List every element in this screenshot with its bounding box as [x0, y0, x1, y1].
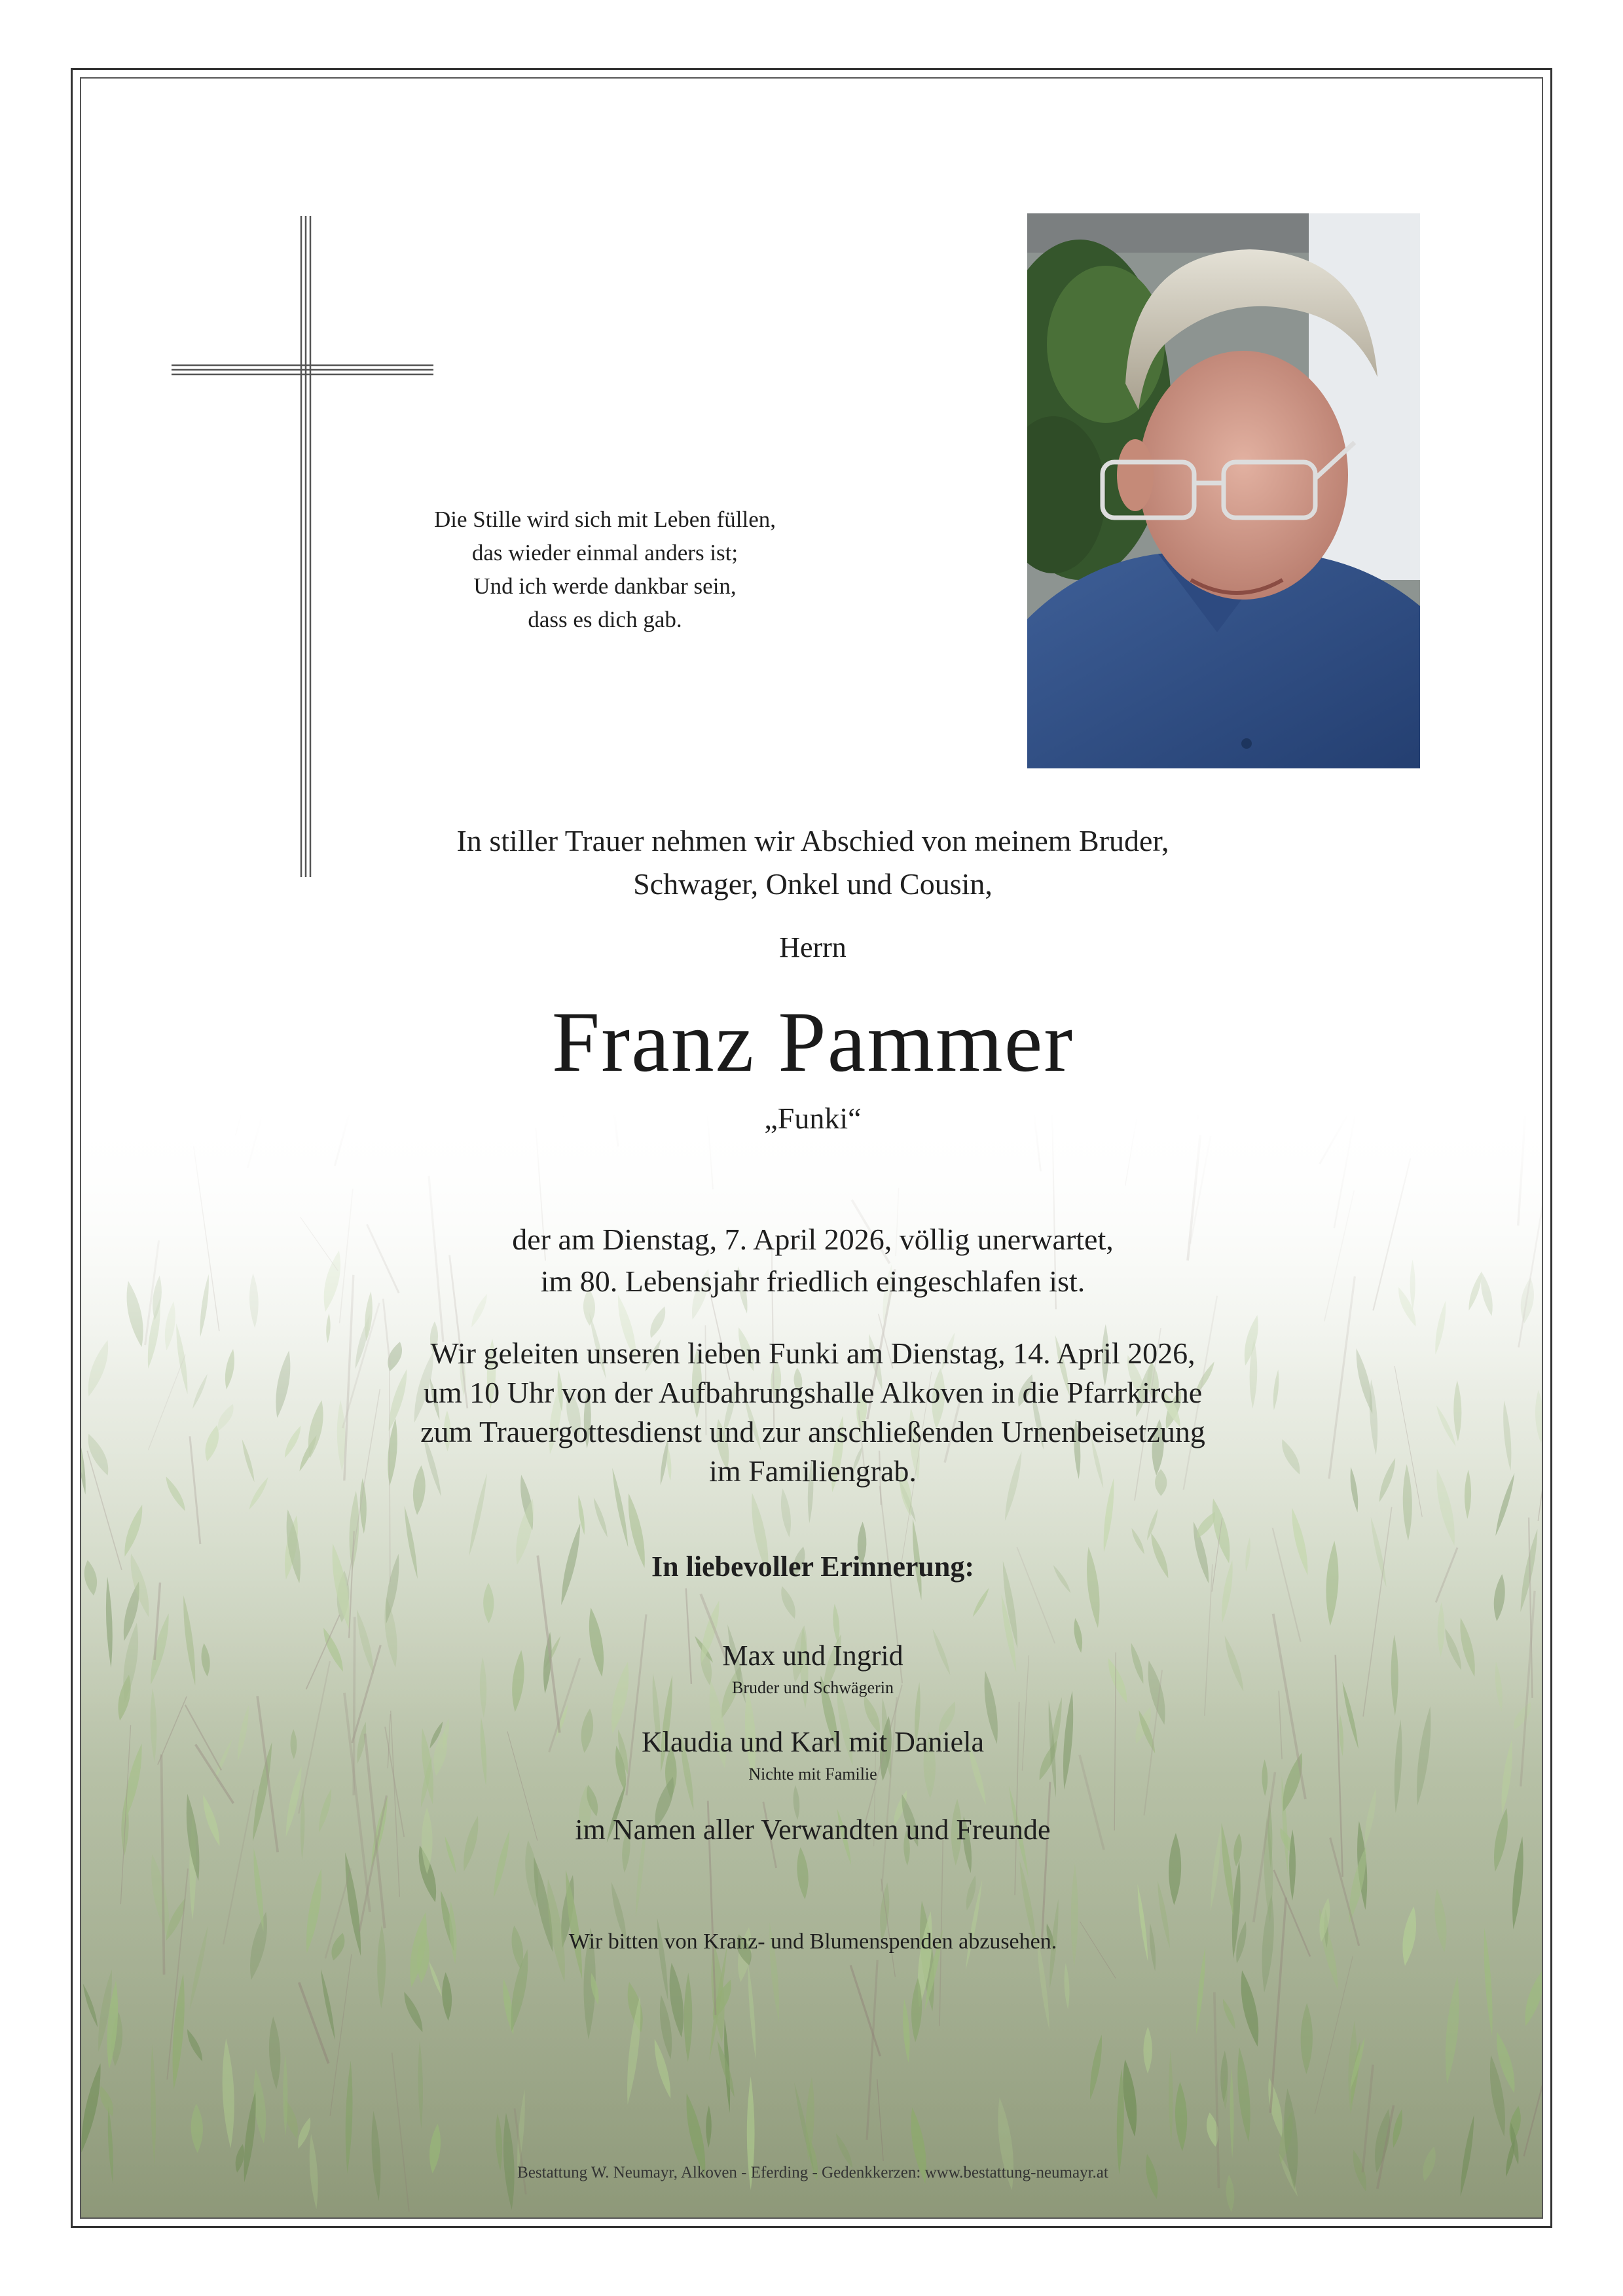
mourners-closing: im Namen aller Verwandten und Freunde [575, 1814, 1051, 1846]
funeral-line: im Familiengrab. [709, 1454, 917, 1488]
funeral-line: zum Trauergottesdienst und zur anschließenden Urnenbeisetzung [420, 1415, 1205, 1448]
death-notice [81, 1219, 1543, 1302]
flower-request: Wir bitten von Kranz- und Blumenspenden abzusehen. [568, 1929, 1057, 1954]
poem-line: das wieder einmal anders ist; [471, 540, 739, 565]
funeral-line: um 10 Uhr von der Aufbahrungshalle Alkoven in die Pfarrkirche [423, 1376, 1203, 1409]
mourners-heading: In liebevoller Erinnerung: [651, 1551, 974, 1583]
poem-line: Die Stille wird sich mit Leben füllen, [434, 507, 776, 532]
intro-text [81, 819, 1543, 906]
funeral-home-footer: Bestattung W. Neumayr, Alkoven - Eferding - Gedenkkerzen: www.bestattung-neumayr.at [517, 2164, 1108, 2181]
death-notice-line: im 80. Lebensjahr friedlich eingeschlafen ist. [540, 1265, 1085, 1298]
poem [369, 503, 841, 636]
deceased-name: Franz Pammer [551, 994, 1074, 1090]
funeral-line: Wir geleiten unseren lieben Funki am Dienstag, 14. April 2026, [430, 1336, 1195, 1370]
obituary-card [80, 77, 1543, 2219]
family2-relation: Nichte mit Familie [748, 1765, 877, 1784]
family1-relation: Bruder und Schwägerin [732, 1678, 894, 1697]
portrait-photo [1027, 213, 1420, 768]
funeral-notice [81, 1334, 1543, 1491]
death-notice-line: der am Dienstag, 7. April 2026, völlig unerwartet, [512, 1223, 1114, 1256]
family2-name: Klaudia und Karl mit Daniela [642, 1726, 984, 1758]
poem-line: Und ich werde dankbar sein, [473, 573, 737, 599]
deceased-nickname: „Funki“ [764, 1102, 862, 1135]
salutation: Herrn [779, 931, 847, 963]
poem-line: dass es dich gab. [528, 607, 682, 632]
intro-line: Schwager, Onkel und Cousin, [633, 867, 993, 901]
family1-name: Max und Ingrid [722, 1640, 903, 1672]
intro-line: In stiller Trauer nehmen wir Abschied von meinem Bruder, [456, 824, 1169, 857]
